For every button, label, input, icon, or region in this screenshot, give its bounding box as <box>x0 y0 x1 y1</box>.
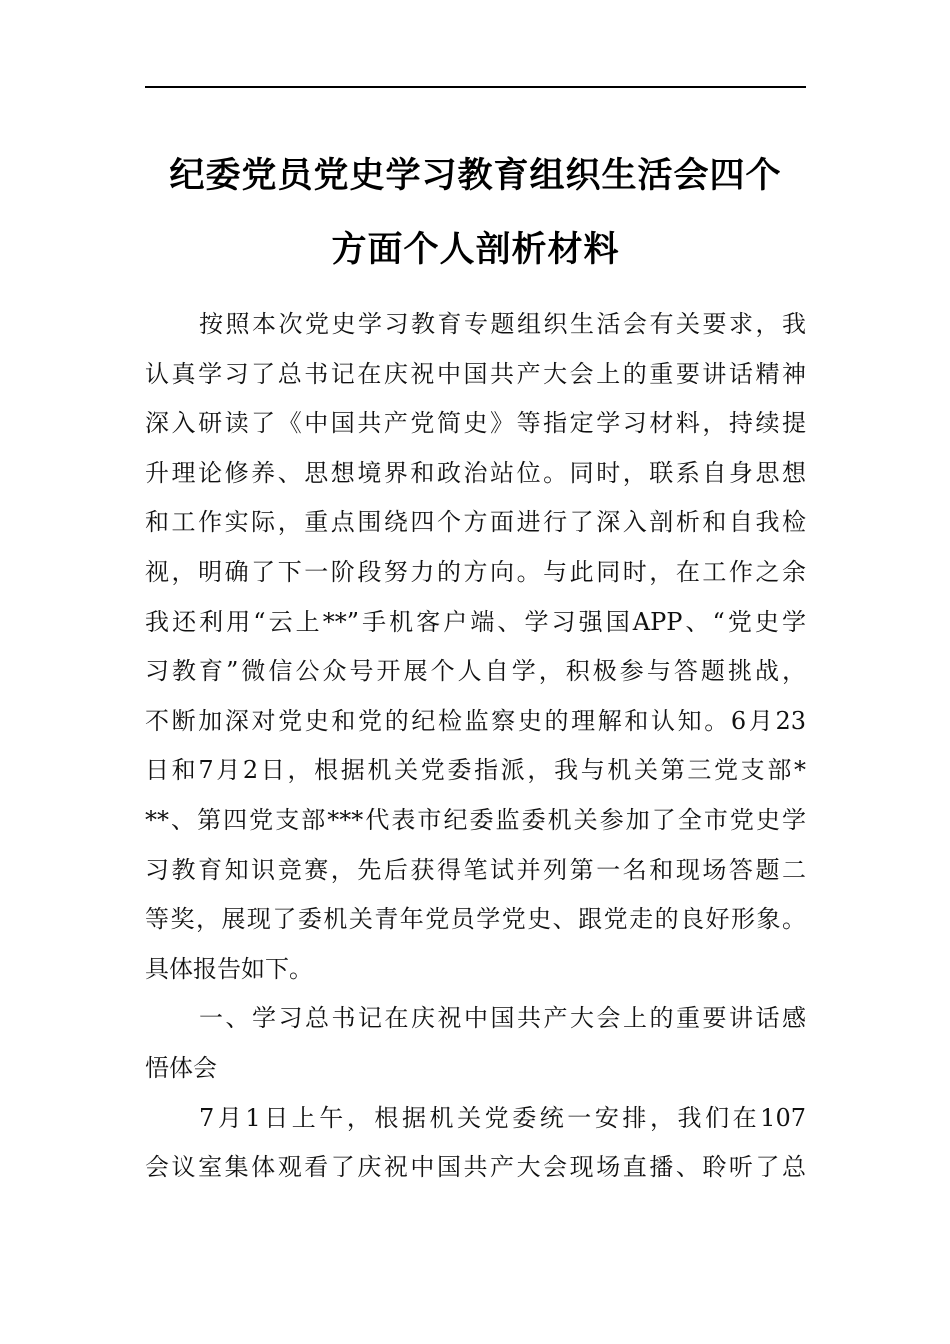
paragraph-intro <box>145 300 806 994</box>
text-line: 习教育知识竞赛，先后获得笔试并列第一名和现场答题二 <box>145 855 806 884</box>
paragraph-section-1 <box>145 1094 806 1193</box>
text-line: 深入研读了《中国共产党简史》等指定学习材料，持续提 <box>145 409 806 438</box>
text-line: 7月1日上午，根据机关党委统一安排，我们在107 <box>199 1103 806 1132</box>
text-line: 不断加深对党史和党的纪检监察史的理解和认知。6月23 <box>145 706 806 735</box>
text-line: 习教育”微信公众号开展个人自学，积极参与答题挑战， <box>145 657 806 686</box>
text-line: 会议室集体观看了庆祝中国共产大会现场直播、聆听了总 <box>145 1153 806 1182</box>
text-line: 具体报告如下。 <box>145 954 313 983</box>
text-line: 视，明确了下一阶段努力的方向。与此同时，在工作之余 <box>145 557 806 586</box>
text-line: 悟体会 <box>145 1053 217 1082</box>
document-body <box>145 300 806 1193</box>
document-title-line-1: 纪委党员党史学习教育组织生活会四个 <box>169 156 782 196</box>
section-heading-1 <box>145 994 806 1093</box>
text-line: 按照本次党史学习教育专题组织生活会有关要求，我 <box>199 310 806 338</box>
text-line: 日和7月2日，根据机关党委指派，我与机关第三党支部* <box>145 756 806 785</box>
text-line: 和工作实际，重点围绕四个方面进行了深入剖析和自我检 <box>145 508 806 537</box>
text-line: 认真学习了总书记在庆祝中国共产大会上的重要讲话精神 <box>145 359 806 388</box>
document-title-line-2: 方面个人剖析材料 <box>331 230 620 270</box>
text-line: 等奖，展现了委机关青年党员学党史、跟党走的良好形象。 <box>145 905 806 934</box>
text-line: 我还利用“云上**”手机客户端、学习强国APP、“党史学 <box>145 607 806 636</box>
text-line: **、第四党支部***代表市纪委监委机关参加了全市党史学 <box>145 805 806 834</box>
header-rule <box>145 86 806 88</box>
text-line: 一、学习总书记在庆祝中国共产大会上的重要讲话感 <box>199 1004 806 1033</box>
text-line: 升理论修养、思想境界和政治站位。同时，联系自身思想 <box>145 458 806 487</box>
